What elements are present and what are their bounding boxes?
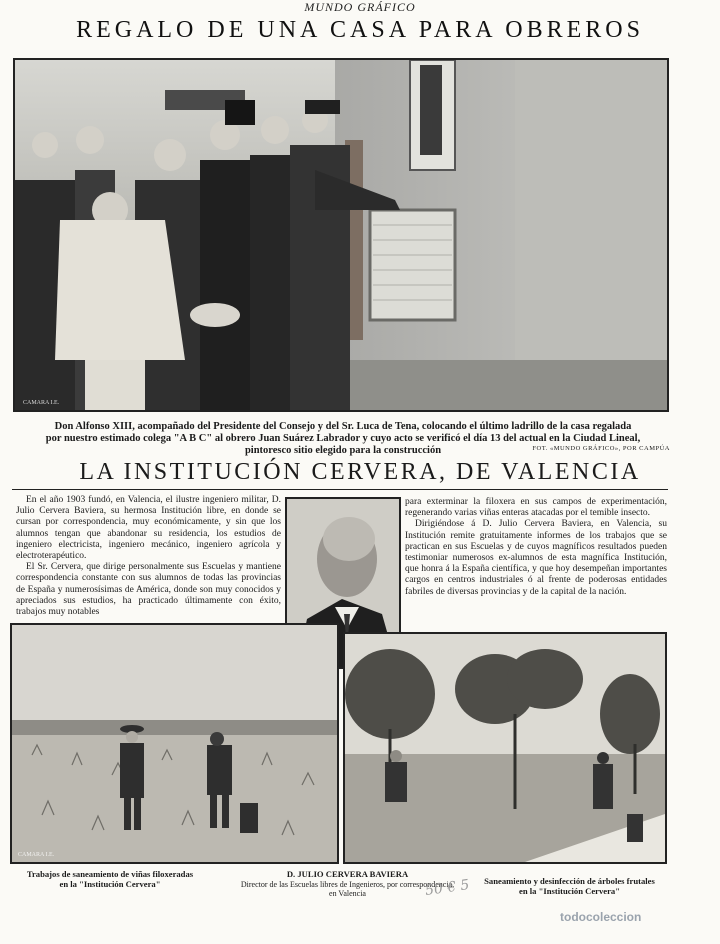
caption-line: en la "Institución Cervera" bbox=[519, 885, 620, 896]
caption-top-line: por nuestro estimado colega "A B C" al obrero Juan Suárez Labrador y cuyo acto se verificó el día 13 del actual en la Ciudad Lineal, bbox=[45, 433, 641, 444]
photo-mark: CAMARA I.E. bbox=[18, 852, 55, 858]
caption-line: Director de las Escuelas libres de Ingenieros, por correspondencia, bbox=[240, 879, 455, 889]
caption-line: en la "Institución Cervera" bbox=[59, 878, 161, 889]
article-right bbox=[405, 497, 667, 598]
caption-top-line: pintoresco sitio elegido para la construcción bbox=[244, 445, 442, 456]
article-left bbox=[16, 495, 281, 618]
headline-second: LA INSTITUCIÓN CERVERA, DE VALENCIA bbox=[79, 459, 641, 485]
photo-mark: CAMARA I.E. bbox=[23, 400, 60, 406]
caption-name: D. JULIO CERVERA BAVIERA bbox=[286, 869, 409, 879]
orchard-photo bbox=[343, 632, 667, 864]
caption-top-line: Don Alfonso XIII, acompañado del Presidente del Consejo y del Sr. Luca de Tena, colocando el último ladrillo de la casa regalada bbox=[54, 421, 632, 432]
paragraph: En el año 1903 fundó, en Valencia, el ilustre ingeniero militar, D. Julio Cervera Baviera, su hermosa Institución libre, en donde se cursan por correspondencia, muy económicamente, y sin que los alumnos tengan que abandonar su residencia, los estudios de ingeniero electricista, ingeniero mecánico, ingeniero agrícola y electroterapéutico. bbox=[16, 495, 281, 562]
vineyard-photo bbox=[10, 623, 339, 864]
divider bbox=[12, 489, 668, 490]
headline-top: REGALO DE UNA CASA PARA OBREROS bbox=[76, 17, 644, 43]
photo-credit: FOT. «MUNDO GRÁFICO», POR CAMPÚA bbox=[532, 445, 670, 452]
paragraph: para exterminar la filoxera en sus campos de experimentación, regenerando varias viñas enteras atacadas por el temible insecto. bbox=[405, 497, 667, 519]
top-photo bbox=[13, 58, 669, 412]
caption-bottom-right bbox=[462, 877, 677, 896]
caption-line: en Valencia bbox=[329, 889, 366, 898]
pencil-note: 50 € 5 bbox=[424, 876, 471, 900]
caption-line: Trabajos de saneamiento de viñas filoxeradas bbox=[26, 869, 194, 879]
paragraph: El Sr. Cervera, que dirige personalmente sus Escuelas y mantiene correspondencia constante con sus alumnos de todas las provincias de España y numerosísimas de América, donde son muy conocidos y apreciados sus estudios, ha practicado últimamente con éxito, trabajos muy notables bbox=[16, 562, 281, 618]
masthead: MUNDO GRÁFICO bbox=[304, 0, 416, 14]
watermark-logo: todocoleccion bbox=[560, 910, 642, 924]
paragraph: Dirigiéndose á D. Julio Cervera Baviera, en Valencia, su Institución remite gratuitamente informes de los trabajos que se practican en sus Escuelas y de cuyos magníficos resultados pueden testimoniar numerosos ex-alumnos de esta magnífica Institución, que honra á la España científica, y que hoy desempeñan importantes cargos en centros industriales ó al frente de poderosas entidades fabriles de diversas provincias y de la capital de la nación. bbox=[405, 519, 667, 597]
caption-bottom-left bbox=[10, 870, 210, 889]
caption-line: Saneamiento y desinfección de árboles frutales bbox=[484, 876, 655, 886]
